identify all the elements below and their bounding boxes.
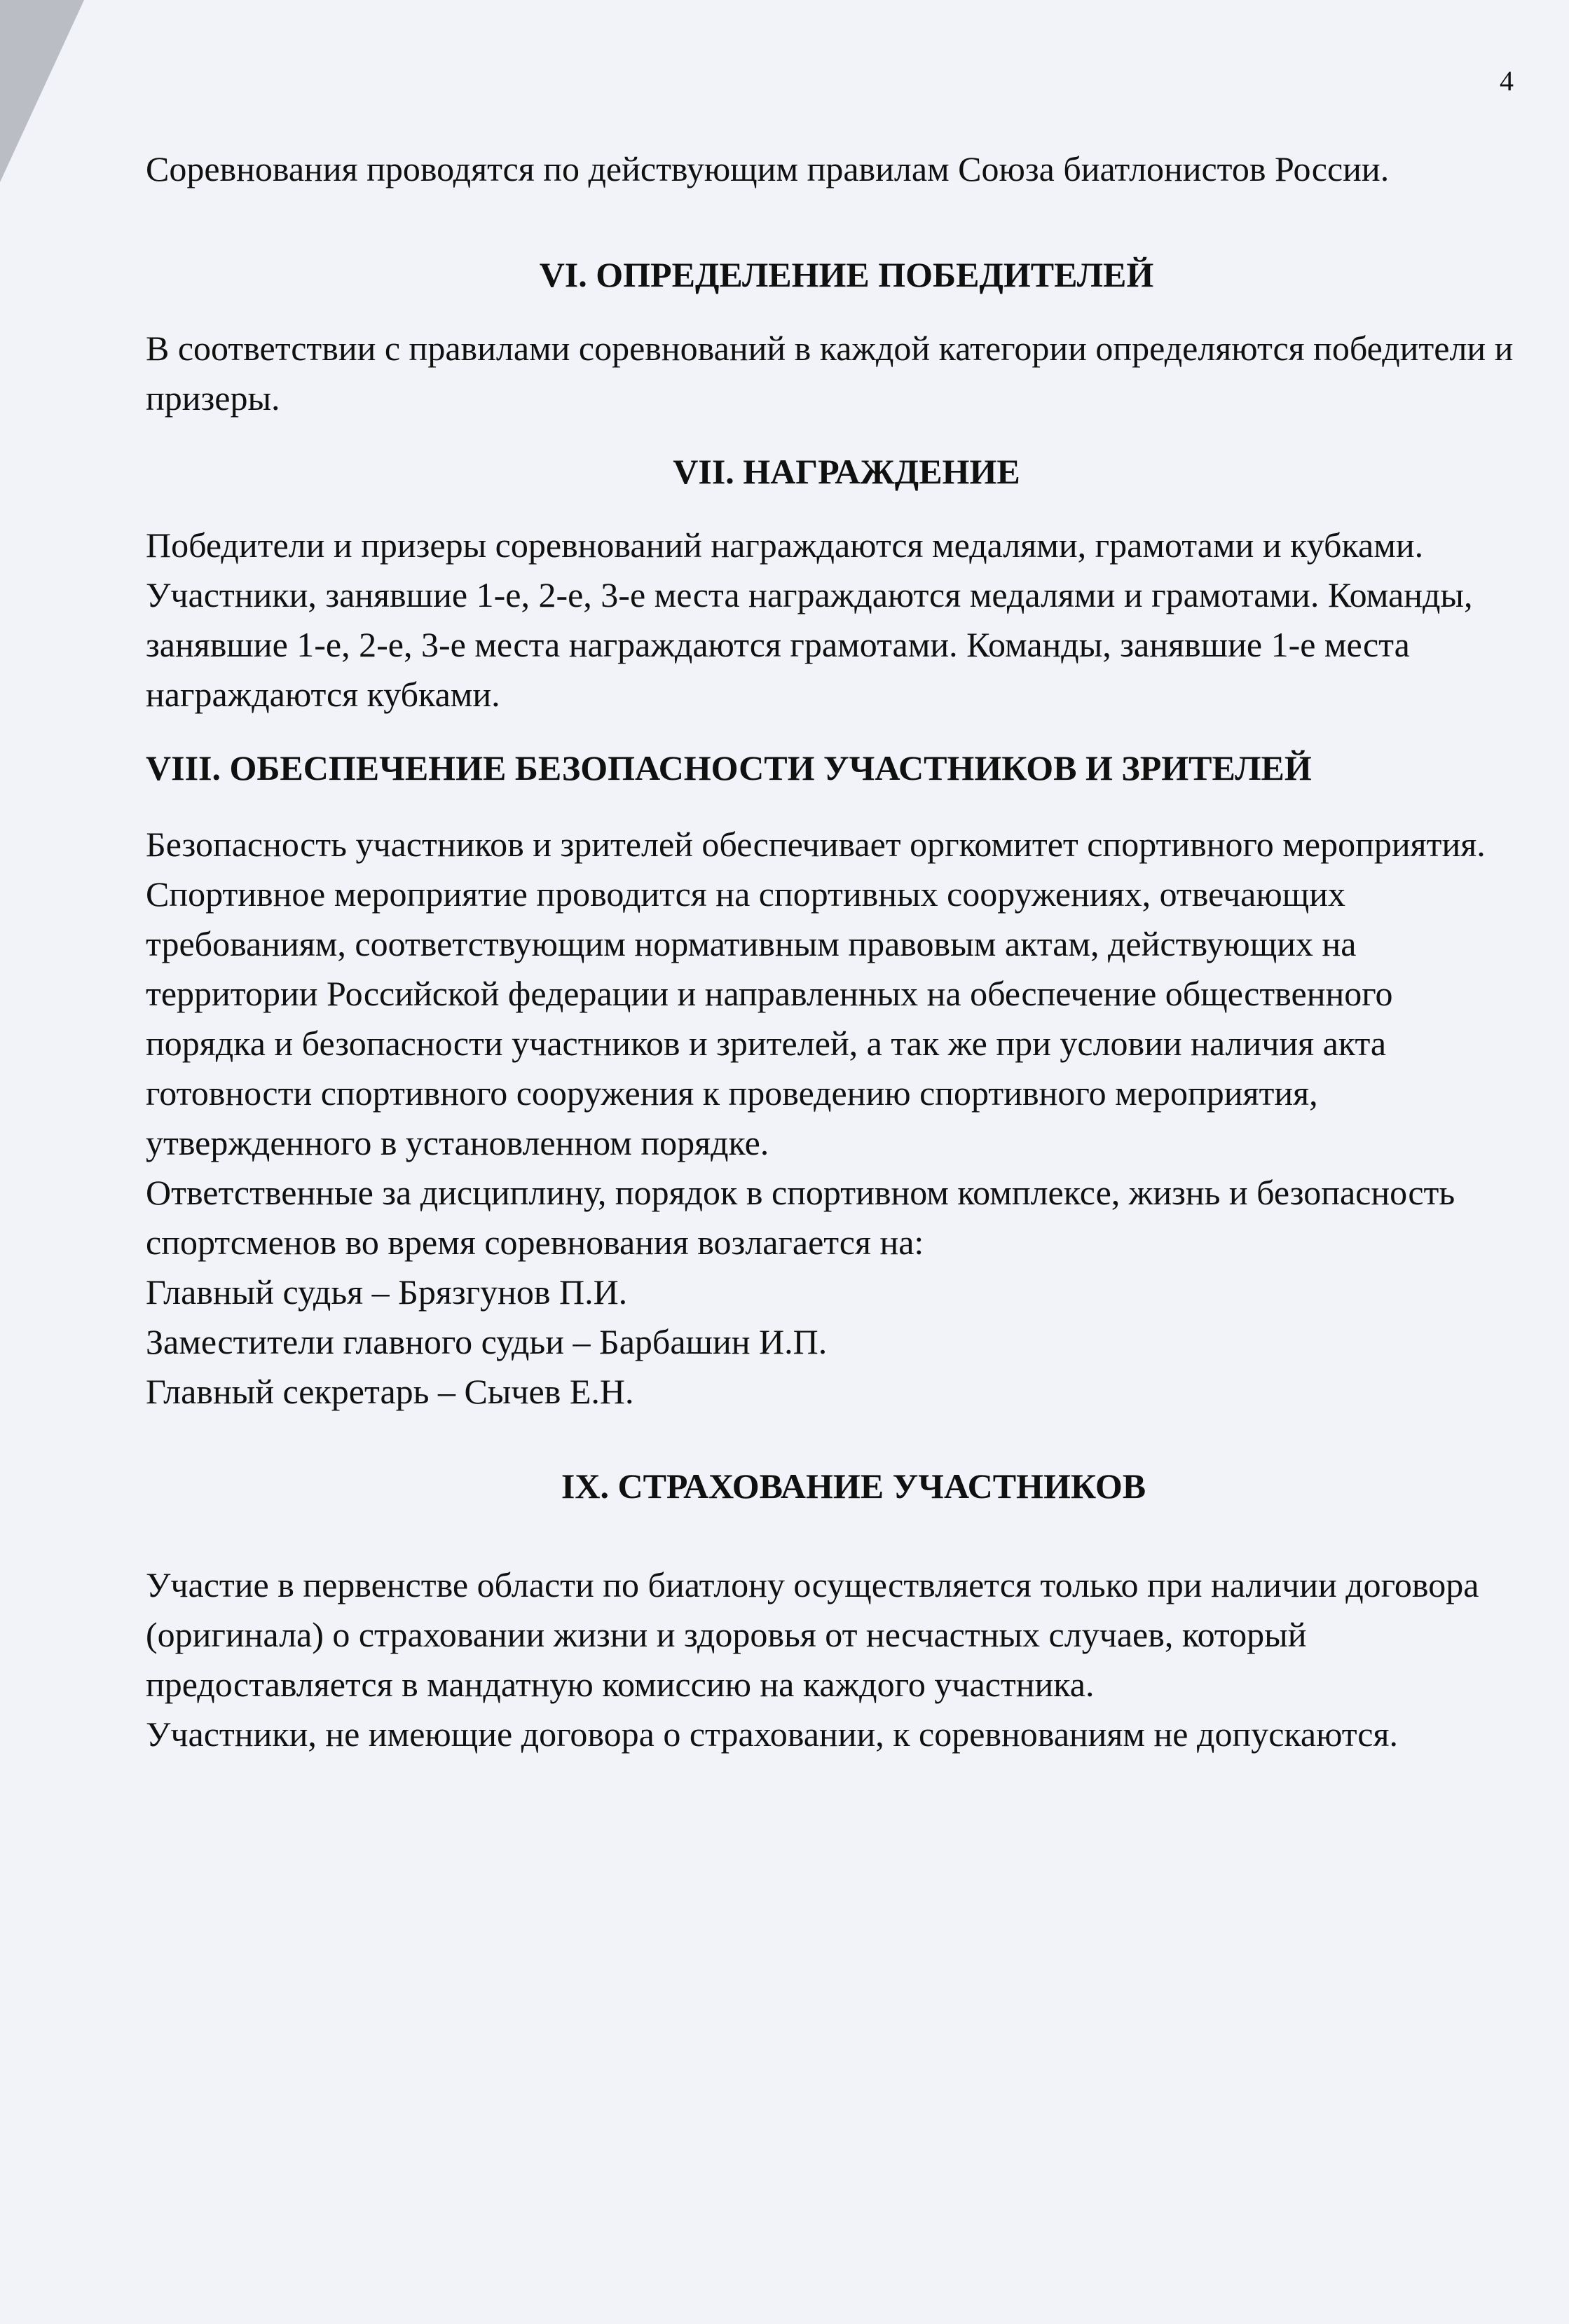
insurance-restriction-paragraph: Участники, не имеющие договора о страховании, к соревнованиям не допускаются. [146, 1714, 1398, 1754]
deputy-judge-line: Заместители главного судьи – Барбашин И.П. [146, 1322, 828, 1361]
document-body [146, 144, 1519, 1759]
chief-secretary-line: Главный секретарь – Сычев Е.Н. [146, 1372, 634, 1411]
chief-judge-line: Главный судья – Брязгунов П.И. [146, 1272, 628, 1312]
section-heading-awards: VII. НАГРАЖДЕНИЕ [673, 452, 1020, 491]
section-heading-safety: VIII. ОБЕСПЕЧЕНИЕ БЕЗОПАСНОСТИ УЧАСТНИКОВ И ЗРИТЕЛЕЙ [146, 748, 1312, 788]
section-heading-winners: VI. ОПРЕДЕЛЕНИЕ ПОБЕДИТЕЛЕЙ [539, 255, 1154, 294]
winners-paragraph: В соответствии с правилами соревнований в каждой категории определяются победители и призеры. [146, 329, 1514, 418]
page-number: 4 [1500, 65, 1514, 97]
insurance-paragraph: Участие в первенстве области по биатлону осуществляется только при наличии договора (оригинала) о страховании жизни и здоровья от несчастных случаев, который предоставляется в мандатную комиссию на каждого участника. [146, 1565, 1479, 1704]
intro-paragraph: Соревнования проводятся по действующим правилам Союза биатлонистов России. [146, 149, 1390, 188]
section-heading-insurance: IX. СТРАХОВАНИЕ УЧАСТНИКОВ [561, 1466, 1146, 1506]
safety-paragraph: Безопасность участников и зрителей обеспечивает оргкомитет спортивного мероприятия. Спортивное мероприятие проводится на спортивных сооружениях, отвечающих требованиям, соответствующим нормативным правовым актам, действующих на территории Российской федерации и направленных на обеспечение общественного порядка и безопасности участников и зрителей, а так же при условии наличия акта готовности спортивного сооружения к проведению спортивного мероприятия, утвержденного в установленном порядке. [146, 825, 1486, 1162]
awards-paragraph: Победители и призеры соревнований награждаются медалями, грамотами и кубками. Участники, занявшие 1-е, 2-е, 3-е места награждаются медалями и грамотами. Команды, занявшие 1-е, 2-е, 3-е места награждаются грамотами. Команды, занявшие 1-е места награждаются кубками. [146, 525, 1473, 714]
responsible-paragraph: Ответственные за дисциплину, порядок в спортивном комплексе, жизнь и безопасность спортсменов во время соревнования возлагается на: [146, 1173, 1455, 1262]
scan-corner-shadow [0, 0, 84, 182]
